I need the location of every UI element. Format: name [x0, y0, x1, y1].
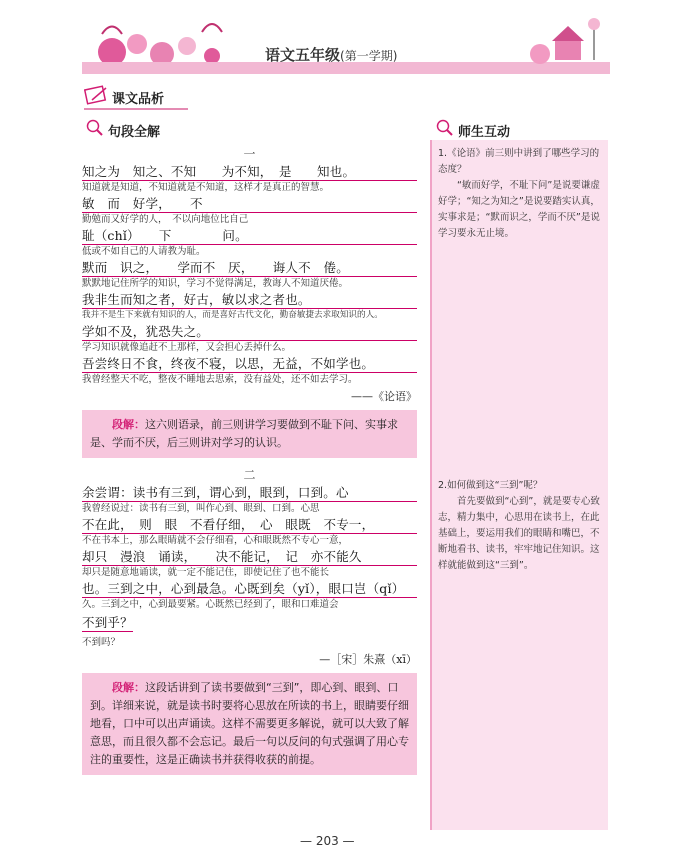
magnifier-icon: [86, 119, 104, 137]
original-line: 不到乎？: [82, 615, 133, 630]
analysis-key: 段解：: [112, 681, 145, 694]
translation-line: 我曾经整天不吃，整夜不睡地去思索，没有益处，还不如去学习。: [82, 374, 358, 385]
translation-line: 久。三到之中，心到最要紧。心既然已经到了，眼和口难道会: [82, 599, 339, 610]
magnifier-icon: [436, 119, 454, 137]
translation-line: 低或不如自己的人请教为耻。: [82, 246, 206, 257]
page-number: — 203 —: [300, 834, 355, 848]
part-two-mark: 二: [243, 468, 256, 482]
original-line: 学如不及，犹恐失之。: [82, 324, 417, 341]
translation-line: 却只是随意地诵读，就一定不能记住，即使记住了也不能长: [82, 567, 330, 578]
translation-line: 我并不是生下来就有知识的人，而是喜好古代文化，勤奋敏捷去求取知识的人。: [82, 310, 383, 320]
analysis-text: 这段话讲到了读书要做到“三到”，即心到、眼到、口到。详细来说，就是读书时要将心思放在所读的书上，眼睛要仔细地看，口中可以出声诵读。这样不需要更多解说，就可以大致了解意思，而且很久都不会忘记。最后一句以反问的句式强调了用心专注的重要性，这是正确读书并获得收获的前提。: [90, 681, 409, 766]
source-citation: ——《论语》: [351, 390, 417, 403]
translation-line: 不到吗？: [82, 637, 121, 648]
right-heading: 师生互动: [458, 121, 510, 140]
original-line: 吾尝终日不食，终夜不寝，以思，无益，不如学也。: [82, 356, 417, 373]
analysis-box: [82, 410, 417, 458]
original-line: 也。三到之中，心到最急。心既到矣（yǐ），眼口岂（qǐ）: [82, 581, 417, 598]
book-title: 语文五年级(第一学期): [265, 46, 398, 64]
source-citation: —［宋］朱熹（xī）: [319, 653, 417, 666]
answer-text: “敏而好学，不耻下问”是说要谦虚好学；“知之为知之”是说要踏实认真，实事求是；“默而识之，学而不厌”是说学习要永无止境。: [438, 180, 600, 239]
question-text: 1.《论语》前三则中讲到了哪些学习的态度？: [438, 148, 600, 175]
question-two: [438, 478, 606, 574]
original-line: 耻（chǐ） 下 问。: [82, 228, 417, 245]
original-line: 默而 识之， 学而不 厌， 诲人不 倦。: [82, 260, 417, 277]
original-line: 不在此， 则 眼 不看仔细， 心 眼既 不专一，: [82, 517, 417, 534]
translation-line: 学习知识就像追赶不上那样，又会担心丢掉什么。: [82, 342, 292, 353]
left-heading: 句段全解: [108, 121, 160, 140]
section-title: [84, 84, 194, 108]
section-underline: [84, 108, 188, 110]
house-decoration-icon: [520, 14, 610, 74]
page-header: [0, 0, 689, 80]
translation-line: 知道就是知道，不知道就是不知道，这样才是真正的智慧。: [82, 182, 330, 193]
question-one: [438, 146, 606, 242]
original-line: 敏 而 好学， 不: [82, 196, 417, 213]
original-line: 余尝谓：读书有三到，谓心到，眼到，口到。心: [82, 485, 417, 502]
part-one-mark: 一: [243, 147, 256, 161]
translation-line: 默默地记住所学的知识，学习不觉得满足，教诲人不知道厌倦。: [82, 278, 349, 289]
translation-line: 不在书本上，那么眼睛就不会仔细看，心和眼既然不专心一意，: [82, 535, 349, 546]
left-column: [82, 145, 417, 775]
analysis-box: [82, 673, 417, 775]
translation-line: 我曾经说过：读书有三到，叫作心到、眼到、口到。心思: [82, 503, 320, 514]
analysis-text: 这六则语录，前三则讲学习要做到不耻下问、实事求是、学而不厌，后三则讲对学习的认识。: [90, 418, 398, 449]
section-label: 课文品析: [112, 92, 165, 107]
analysis-key: 段解：: [112, 418, 145, 431]
translation-line: 勤勉而又好学的人， 不以向地位比自己: [82, 214, 249, 225]
answer-text: 首先要做到“心到”，就是要专心致志，精力集中，心思用在读书上，在此基础上，要运用我们的眼睛和嘴巴，不断地看书、读书，牢牢地记住知识。这样就能做到这“三到”。: [438, 496, 600, 571]
original-line: 知之为 知之、不知 为不知， 是 知也。: [82, 164, 417, 181]
original-line: 我非生而知之者，好古，敏以求之者也。: [82, 292, 417, 309]
original-line: 却只 漫浪 诵读， 决不能记， 记 亦不能久: [82, 549, 417, 566]
pencil-paper-icon: [84, 84, 110, 106]
question-text: 2.如何做到这“三到”呢？: [438, 480, 543, 491]
